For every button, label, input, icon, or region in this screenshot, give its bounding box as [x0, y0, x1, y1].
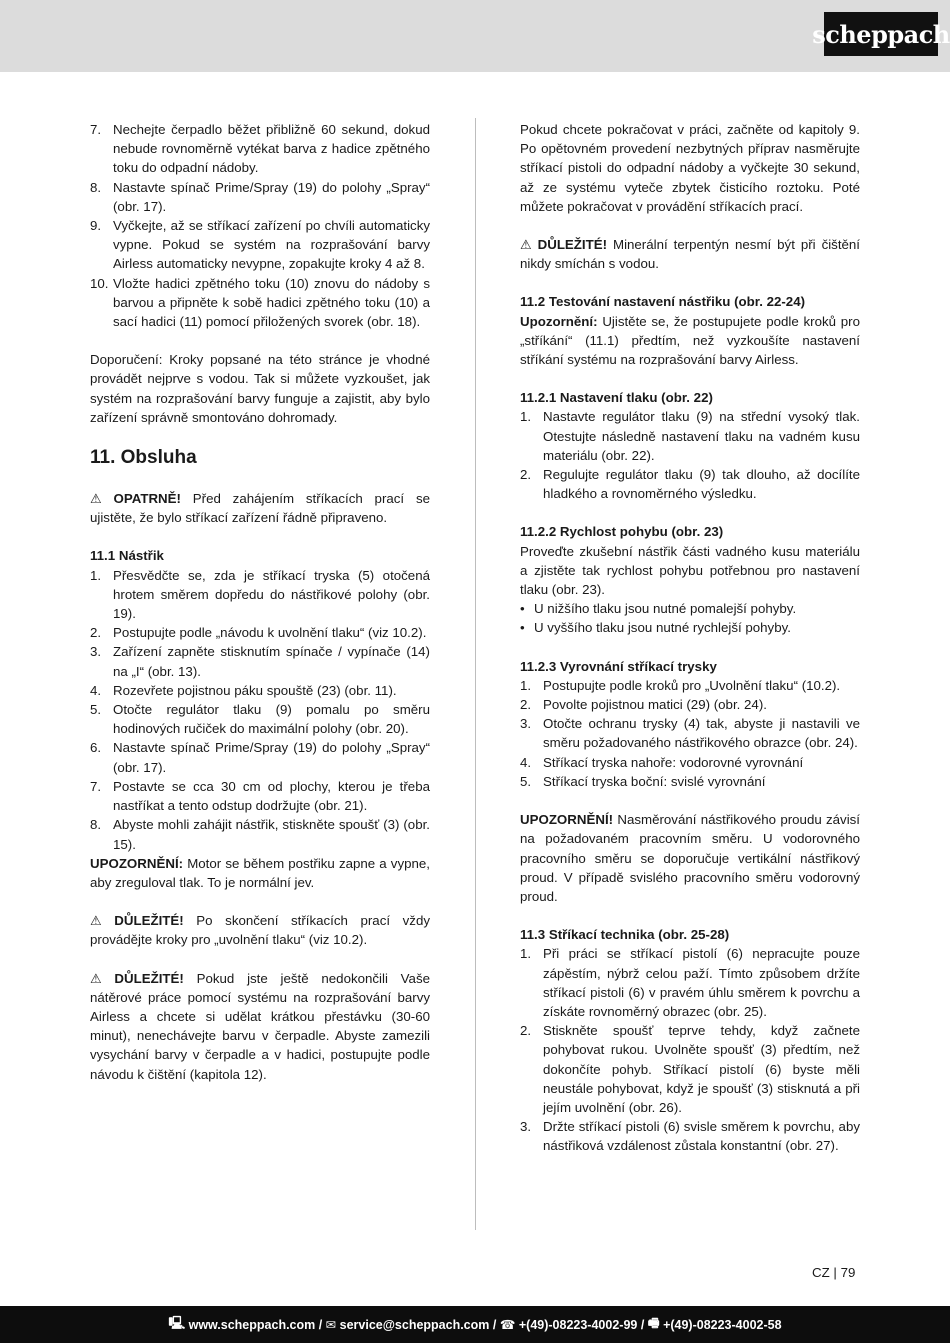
column-divider [475, 118, 476, 1230]
important-paragraph [520, 235, 860, 273]
list-item-text: Rozevřete pojistnou páku spouště (23) (obr. 11). [113, 682, 397, 698]
important-text: Po skončení stříkacích prací vždy provádějte kroky pro „uvolnění tlaku“ (viz 10.2). [90, 913, 430, 948]
list-item-number: 4. [90, 682, 102, 698]
list-item [520, 1117, 860, 1155]
list-item [90, 274, 430, 332]
list-item [90, 566, 430, 624]
warning-icon: ⚠ [520, 237, 532, 253]
footer-website: www.scheppach.com [188, 1317, 316, 1332]
list-item-number: 4. [520, 754, 532, 770]
list-item [520, 407, 860, 465]
list-item-number: 3. [90, 644, 102, 660]
list-item-number: 9. [90, 218, 102, 234]
list-item-number: 5. [520, 773, 532, 789]
note-paragraph [90, 854, 430, 892]
important-label: DŮLEŽITÉ! [114, 970, 184, 986]
list-item-text: Vyčkejte, až se stříkací zařízení po chvíli automaticky vypne. Pokud se systém na rozprašování barvy Airless automaticky nevypne, zopakujte kroky 4 až 8. [113, 218, 430, 272]
list-item-text: Postavte se cca 30 cm od plochy, kterou je třeba nastříkat a tento odstup dodržujte (obr. 21). [113, 778, 430, 814]
computer-icon: 🖳 [168, 1316, 189, 1330]
list-item [90, 178, 430, 216]
list-item [520, 695, 860, 714]
caution-paragraph [90, 489, 430, 527]
list-item [520, 1021, 860, 1117]
footer-email: service@scheppach.com [339, 1317, 490, 1332]
list-item [520, 618, 860, 637]
important-label: DŮLEŽITÉ! [114, 913, 184, 929]
pressure-steps-list [520, 407, 860, 503]
note-text: Ujistěte se, že postupujete podle kroků pro „stříkání“ (11.1) předtím, než vyzkoušíte nastavení stříkání systému na rozprašování barvy Airless. [520, 313, 860, 368]
technique-steps-list [520, 944, 860, 1155]
list-item-text: Otočte ochranu trysky (4) tak, abyste ji nastavili ve směru požadovaného nástřikového obrazce (obr. 24). [543, 716, 860, 751]
list-item [90, 120, 430, 178]
recommendation-text: Doporučení: Kroky popsané na této stránce je vhodné provádět nejprve s vodou. Tak si můžete vyzkoušet, jak systém na rozprašování barvy funguje a zajistit, aby bylo zařízení správně smontováno dohromady. [90, 352, 430, 425]
list-item [90, 216, 430, 274]
page-footer [0, 1306, 950, 1343]
note-label: Upozornění: [520, 313, 598, 329]
warning-icon: ⚠ [90, 491, 102, 507]
note-label: UPOZORNĚNÍ: [90, 855, 184, 871]
list-item-number: 8. [90, 817, 102, 833]
footer-phone: +(49)-08223-4002-99 [518, 1317, 638, 1332]
footer-separator: / [315, 1317, 326, 1332]
note-paragraph [520, 312, 860, 370]
list-item-text: Nastavte spínač Prime/Spray (19) do polohy „Spray“ (obr. 17). [113, 740, 430, 775]
spraying-steps-list [90, 566, 430, 854]
list-item-text: Postupujte podle kroků pro „Uvolnění tlaku“ (10.2). [543, 677, 841, 693]
list-item-number: 1. [520, 409, 532, 425]
important-paragraph-2 [90, 969, 430, 1084]
caution-label: OPATRNĚ! [113, 491, 181, 507]
list-item-number: 2. [520, 697, 532, 713]
list-item-text: Povolte pojistnou matici (29) (obr. 24). [543, 697, 767, 713]
list-item-number: 3. [520, 1119, 532, 1135]
subsection-11-2-2-title: 11.2.2 Rychlost pohybu (obr. 23) [520, 524, 724, 540]
subsection-11-2-3-title: 11.2.3 Vyrovnání stříkací trysky [520, 658, 717, 674]
list-item-number: 1. [90, 567, 102, 583]
list-item-text: U nižšího tlaku jsou nutné pomalejší pohyby. [534, 601, 797, 617]
list-item-text: Při práci se stříkací pistolí (6) nepracujte pouze zápěstím, nýbrž celou paží. Tímto způsobem držíte stříkací pistoli (6) v pravém úhlu směrem k povrchu a získáte rovnoměrný obrazec (obr. 25). [543, 946, 860, 1019]
steps-list-continued [90, 120, 430, 331]
list-item-text: Držte stříkací pistoli (6) svisle směrem k povrchu, aby nástřiková vzdálenost zůstala konstantní (obr. 27). [543, 1119, 860, 1154]
footer-fax: +(49)-08223-4002-58 [663, 1317, 782, 1332]
list-item-text: Zařízení zapněte stisknutím spínače / vypínače (14) na „I“ (obr. 13). [113, 644, 430, 679]
list-item-text: Otočte regulátor tlaku (9) pomalu po směru hodinových ručiček do maximální polohy (obr. 20). [113, 702, 430, 737]
list-item-number: • [520, 620, 525, 636]
important-paragraph-1 [90, 911, 430, 949]
list-item-number: 2. [90, 625, 102, 641]
list-item [520, 772, 860, 791]
speed-paragraph: Proveďte zkušební nástřik části vadného kusu materiálu a zjistěte tak rychlost pohybu potřebnou pro nastavení tlaku (obr. 23). [520, 543, 860, 598]
footer-separator: / [489, 1317, 500, 1332]
footer-separator: / [637, 1317, 648, 1332]
list-item [90, 623, 430, 642]
right-column [520, 120, 860, 1156]
list-item-text: Přesvědčte se, zda je stříkací tryska (5) otočená hrotem směrem dopředu do nástřikové polohy (obr. 19). [113, 567, 430, 622]
subsection-11-3-title: 11.3 Stříkací technika (obr. 25-28) [520, 927, 730, 943]
left-column [90, 120, 430, 1084]
phone-icon: ☎ [499, 1318, 519, 1332]
scheppach-logo: scheppach [824, 12, 938, 56]
fax-icon: 🖷 [647, 1316, 664, 1330]
list-item [520, 944, 860, 1021]
section-title: 11. Obsluha [90, 447, 197, 469]
list-item [520, 714, 860, 752]
list-item-text: U vyššího tlaku jsou nutné rychlejší pohyby. [534, 620, 791, 636]
warning-icon: ⚠ [90, 913, 102, 929]
email-icon: ✉ [325, 1318, 340, 1332]
note-label: UPOZORNĚNÍ! [520, 812, 614, 828]
important-text: Minerální terpentýn nesmí být při čištění nikdy smíchán s vodou. [520, 237, 860, 272]
list-item-number: • [520, 601, 525, 617]
list-item [520, 599, 860, 618]
subsection-11-2-title: 11.2 Testování nastavení nástřiku (obr. 22-24) [520, 294, 806, 310]
list-item-text: Regulujte regulátor tlaku (9) tak dlouho, až docílíte hladkého a rovnoměrného výsledku. [543, 467, 860, 502]
list-item-number: 7. [90, 778, 102, 794]
list-item [90, 777, 430, 815]
list-item-number: 1. [520, 946, 532, 962]
intro-paragraph: Pokud chcete pokračovat v práci, začněte od kapitoly 9. Po opětovném provedení nezbytných příprav nasměrujte stříkací pistoli do odpadní nádoby a vyčkejte 30 sekund, až ze systému vyteče zbytek čisticího roztoku. Poté můžete pokračovat v provádění stříkacích prací. [520, 122, 860, 214]
page-header [0, 0, 950, 72]
important-text: Pokud jste ještě nedokončili Vaše nátěrové práce pomocí systému na rozprašování barvy Airless a chcete si udělat krátkou přestávku (30-60 minut), nenechávejte barvu v čerpadle. Abyste zamezili vysychání barvy v čerpadle a v hadici, postupujte podle návodu k čištění (kapitola 12). [90, 970, 430, 1082]
list-item [90, 681, 430, 700]
list-item-number: 5. [90, 702, 102, 718]
important-label: DŮLEŽITÉ! [537, 237, 608, 253]
list-item-number: 1. [520, 677, 532, 693]
list-item [90, 738, 430, 776]
list-item-text: Abyste mohli zahájit nástřik, stiskněte spoušť (3) (obr. 15). [113, 817, 430, 852]
speed-bullet-list [520, 599, 860, 637]
list-item-text: Nechejte čerpadlo běžet přibližně 60 sekund, dokud nebude rovnoměrně vytékat barva z hadice zpětného toku do odpadní nádoby. [113, 122, 430, 176]
subsection-11-2-1-title: 11.2.1 Nastavení tlaku (obr. 22) [520, 390, 713, 406]
list-item-text: Nastavte spínač Prime/Spray (19) do polohy „Spray“ (obr. 17). [113, 179, 430, 214]
list-item [90, 642, 430, 680]
note-text: Nasměrování nástřikového proudu závisí na požadovaném pracovním směru. U vodorovného pracovního směru se doporučuje vertikální nástřikový proud. V případě svislého pracovního směru vodorovný proud. [520, 812, 860, 904]
list-item [90, 700, 430, 738]
list-item [520, 676, 860, 695]
list-item-number: 2. [520, 1023, 532, 1039]
list-item-text: Nastavte regulátor tlaku (9) na střední vysoký tlak. Otestujte následně nastavení tlaku na vadném kusu materiálu (obr. 22). [543, 409, 860, 463]
alignment-steps-list [520, 676, 860, 791]
warning-icon: ⚠ [90, 970, 102, 986]
list-item [90, 815, 430, 853]
list-item-number: 8. [90, 179, 102, 195]
note-paragraph-2 [520, 810, 860, 906]
list-item-number: 10. [90, 275, 109, 291]
caution-text: Před zahájením stříkacích prací se ujistěte, že bylo stříkací zařízení řádně připraveno. [90, 491, 430, 526]
list-item-text: Vložte hadici zpětného toku (10) znovu do nádoby s barvou a připněte k sobě hadici zpětného toku (10) a sací hadici (11) pomocí přiložených svorek (obr. 18). [113, 275, 430, 330]
list-item [520, 465, 860, 503]
list-item-text: Postupujte podle „návodu k uvolnění tlaku“ (viz 10.2). [113, 625, 427, 641]
note-text: Motor se během postřiku zapne a vypne, aby zreguloval tlak. To je normální jev. [90, 855, 430, 890]
list-item-number: 3. [520, 716, 532, 732]
list-item-text: Stříkací tryska nahoře: vodorovné vyrovnání [543, 754, 804, 770]
list-item-number: 7. [90, 122, 102, 137]
list-item-text: Stříkací tryska boční: svislé vyrovnání [543, 773, 766, 789]
list-item-number: 6. [90, 740, 102, 756]
list-item-number: 2. [520, 467, 532, 483]
list-item-text: Stiskněte spoušť teprve tehdy, když začnete pohybovat rukou. Uvolněte spoušť (3) předtím, než dokončíte pohyb. Stříkací pistolí (6) byste měli neustále pohybovat, když je spoušť (3) stisknutá a při jejím uvolnění (obr. 26). [543, 1023, 860, 1115]
page-number: CZ | 79 [812, 1265, 856, 1280]
subsection-11-1-title: 11.1 Nástřik [90, 548, 164, 564]
list-item [520, 753, 860, 772]
